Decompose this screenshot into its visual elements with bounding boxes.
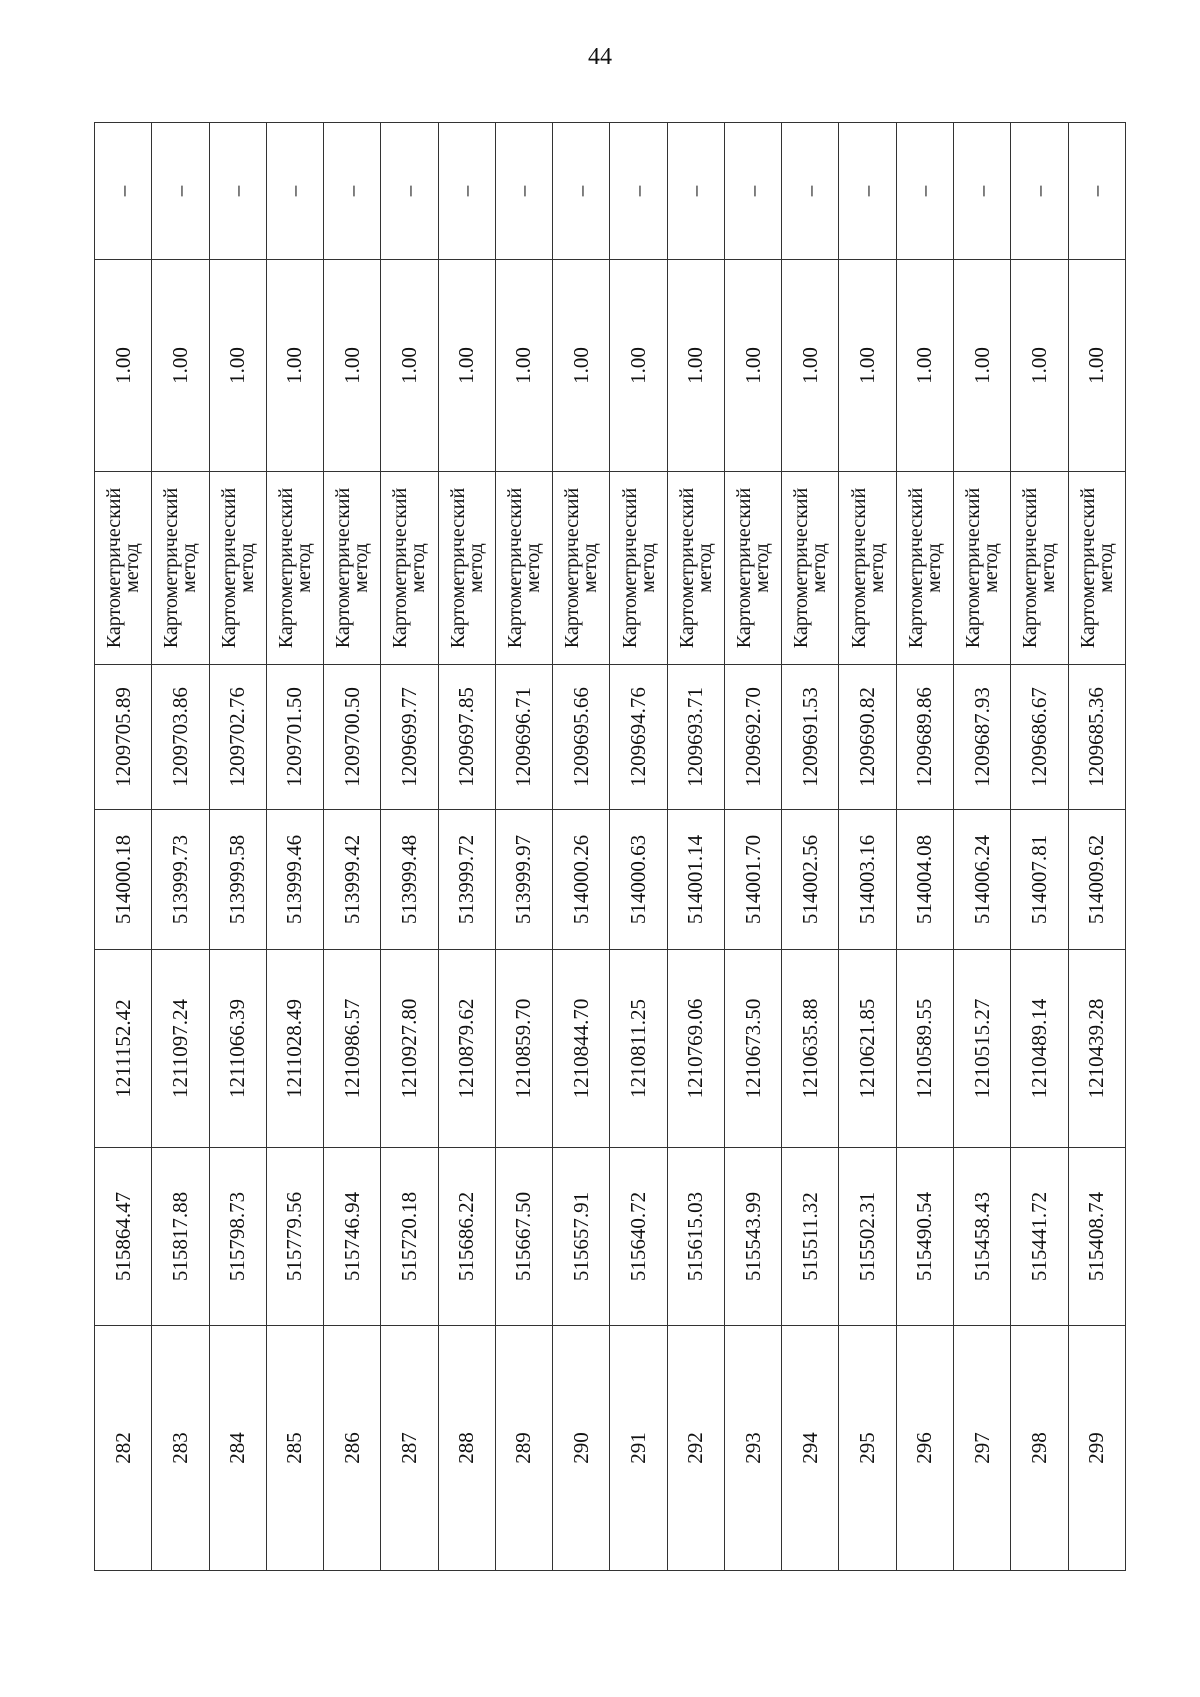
point-number-cell: 282 bbox=[95, 1326, 152, 1571]
description-cell: – bbox=[782, 123, 839, 260]
y-coordinate-existing-cell: 1210879.62 bbox=[438, 950, 495, 1148]
x-coordinate-existing-cell: 515458.43 bbox=[953, 1148, 1010, 1326]
point-number-cell: 295 bbox=[839, 1326, 896, 1571]
table-row bbox=[152, 123, 209, 1571]
description-cell: – bbox=[266, 123, 323, 260]
x-coordinate-cell: 513999.73 bbox=[152, 810, 209, 950]
point-number-cell: 288 bbox=[438, 1326, 495, 1571]
method-cell: Картометрический метод bbox=[95, 472, 152, 665]
x-coordinate-cell: 514002.56 bbox=[782, 810, 839, 950]
description-cell: – bbox=[95, 123, 152, 260]
point-number-cell: 298 bbox=[1011, 1326, 1068, 1571]
y-coordinate-cell: 1209687.93 bbox=[953, 665, 1010, 810]
method-cell: Картометрический метод bbox=[782, 472, 839, 665]
y-coordinate-cell: 1209702.76 bbox=[209, 665, 266, 810]
accuracy-cell: 1.00 bbox=[839, 260, 896, 472]
point-number-cell: 290 bbox=[553, 1326, 610, 1571]
x-coordinate-existing-cell: 515543.99 bbox=[724, 1148, 781, 1326]
accuracy-cell: 1.00 bbox=[1011, 260, 1068, 472]
page-number: 44 bbox=[588, 44, 612, 70]
accuracy-cell: 1.00 bbox=[896, 260, 953, 472]
method-cell: Картометрический метод bbox=[266, 472, 323, 665]
table-row bbox=[95, 123, 152, 1571]
x-coordinate-cell: 514009.62 bbox=[1068, 810, 1125, 950]
description-cell: – bbox=[553, 123, 610, 260]
y-coordinate-cell: 1209697.85 bbox=[438, 665, 495, 810]
point-number-cell: 289 bbox=[495, 1326, 552, 1571]
description-cell: – bbox=[438, 123, 495, 260]
y-coordinate-cell: 1209700.50 bbox=[324, 665, 381, 810]
x-coordinate-cell: 514007.81 bbox=[1011, 810, 1068, 950]
description-cell: – bbox=[324, 123, 381, 260]
method-cell: Картометрический метод bbox=[610, 472, 667, 665]
x-coordinate-cell: 514001.14 bbox=[667, 810, 724, 950]
method-cell: Картометрический метод bbox=[839, 472, 896, 665]
y-coordinate-existing-cell: 1210621.85 bbox=[839, 950, 896, 1148]
accuracy-cell: 1.00 bbox=[724, 260, 781, 472]
y-coordinate-existing-cell: 1211066.39 bbox=[209, 950, 266, 1148]
accuracy-cell: 1.00 bbox=[324, 260, 381, 472]
x-coordinate-cell: 513999.72 bbox=[438, 810, 495, 950]
table-row bbox=[667, 123, 724, 1571]
x-coordinate-existing-cell: 515746.94 bbox=[324, 1148, 381, 1326]
table-row bbox=[782, 123, 839, 1571]
description-cell: – bbox=[1011, 123, 1068, 260]
method-cell: Картометрический метод bbox=[381, 472, 438, 665]
table-row bbox=[896, 123, 953, 1571]
x-coordinate-cell: 514001.70 bbox=[724, 810, 781, 950]
method-cell: Картометрический метод bbox=[324, 472, 381, 665]
y-coordinate-existing-cell: 1210635.88 bbox=[782, 950, 839, 1148]
x-coordinate-existing-cell: 515817.88 bbox=[152, 1148, 209, 1326]
y-coordinate-existing-cell: 1210986.57 bbox=[324, 950, 381, 1148]
method-cell: Картометрический метод bbox=[953, 472, 1010, 665]
y-coordinate-cell: 1209701.50 bbox=[266, 665, 323, 810]
accuracy-cell: 1.00 bbox=[209, 260, 266, 472]
y-coordinate-cell: 1209685.36 bbox=[1068, 665, 1125, 810]
table-row bbox=[553, 123, 610, 1571]
x-coordinate-cell: 514000.63 bbox=[610, 810, 667, 950]
x-coordinate-existing-cell: 515640.72 bbox=[610, 1148, 667, 1326]
y-coordinate-existing-cell: 1210515.27 bbox=[953, 950, 1010, 1148]
method-cell: Картометрический метод bbox=[1011, 472, 1068, 665]
accuracy-cell: 1.00 bbox=[553, 260, 610, 472]
description-cell: – bbox=[1068, 123, 1125, 260]
x-coordinate-existing-cell: 515502.31 bbox=[839, 1148, 896, 1326]
x-coordinate-existing-cell: 515490.54 bbox=[896, 1148, 953, 1326]
point-number-cell: 286 bbox=[324, 1326, 381, 1571]
y-coordinate-cell: 1209690.82 bbox=[839, 665, 896, 810]
y-coordinate-existing-cell: 1210859.70 bbox=[495, 950, 552, 1148]
table-row bbox=[209, 123, 266, 1571]
x-coordinate-cell: 514000.18 bbox=[95, 810, 152, 950]
point-number-cell: 292 bbox=[667, 1326, 724, 1571]
x-coordinate-existing-cell: 515667.50 bbox=[495, 1148, 552, 1326]
method-cell: Картометрический метод bbox=[209, 472, 266, 665]
x-coordinate-cell: 514003.16 bbox=[839, 810, 896, 950]
point-number-cell: 287 bbox=[381, 1326, 438, 1571]
point-number-cell: 293 bbox=[724, 1326, 781, 1571]
method-cell: Картометрический метод bbox=[553, 472, 610, 665]
accuracy-cell: 1.00 bbox=[152, 260, 209, 472]
x-coordinate-existing-cell: 515511.32 bbox=[782, 1148, 839, 1326]
accuracy-cell: 1.00 bbox=[495, 260, 552, 472]
table-row bbox=[381, 123, 438, 1571]
coordinates-table bbox=[94, 122, 1126, 1571]
y-coordinate-cell: 1209696.71 bbox=[495, 665, 552, 810]
table-row bbox=[324, 123, 381, 1571]
method-cell: Картометрический метод bbox=[1068, 472, 1125, 665]
point-number-cell: 299 bbox=[1068, 1326, 1125, 1571]
method-cell: Картометрический метод bbox=[438, 472, 495, 665]
y-coordinate-cell: 1209692.70 bbox=[724, 665, 781, 810]
y-coordinate-existing-cell: 1210489.14 bbox=[1011, 950, 1068, 1148]
y-coordinate-cell: 1209695.66 bbox=[553, 665, 610, 810]
x-coordinate-existing-cell: 515408.74 bbox=[1068, 1148, 1125, 1326]
y-coordinate-cell: 1209705.89 bbox=[95, 665, 152, 810]
y-coordinate-existing-cell: 1210439.28 bbox=[1068, 950, 1125, 1148]
method-cell: Картометрический метод bbox=[667, 472, 724, 665]
y-coordinate-existing-cell: 1210844.70 bbox=[553, 950, 610, 1148]
x-coordinate-existing-cell: 515615.03 bbox=[667, 1148, 724, 1326]
point-number-cell: 294 bbox=[782, 1326, 839, 1571]
description-cell: – bbox=[495, 123, 552, 260]
accuracy-cell: 1.00 bbox=[953, 260, 1010, 472]
y-coordinate-cell: 1209689.86 bbox=[896, 665, 953, 810]
description-cell: – bbox=[724, 123, 781, 260]
method-cell: Картометрический метод bbox=[495, 472, 552, 665]
x-coordinate-existing-cell: 515779.56 bbox=[266, 1148, 323, 1326]
y-coordinate-existing-cell: 1210811.25 bbox=[610, 950, 667, 1148]
point-number-cell: 283 bbox=[152, 1326, 209, 1571]
accuracy-cell: 1.00 bbox=[610, 260, 667, 472]
table-row bbox=[953, 123, 1010, 1571]
x-coordinate-cell: 514000.26 bbox=[553, 810, 610, 950]
table-row bbox=[1011, 123, 1068, 1571]
y-coordinate-cell: 1209703.86 bbox=[152, 665, 209, 810]
point-number-cell: 296 bbox=[896, 1326, 953, 1571]
y-coordinate-cell: 1209693.71 bbox=[667, 665, 724, 810]
y-coordinate-cell: 1209691.53 bbox=[782, 665, 839, 810]
y-coordinate-existing-cell: 1211152.42 bbox=[95, 950, 152, 1148]
point-number-cell: 291 bbox=[610, 1326, 667, 1571]
table-row bbox=[610, 123, 667, 1571]
x-coordinate-cell: 514006.24 bbox=[953, 810, 1010, 950]
y-coordinate-existing-cell: 1210589.55 bbox=[896, 950, 953, 1148]
description-cell: – bbox=[209, 123, 266, 260]
x-coordinate-cell: 513999.46 bbox=[266, 810, 323, 950]
x-coordinate-existing-cell: 515441.72 bbox=[1011, 1148, 1068, 1326]
accuracy-cell: 1.00 bbox=[667, 260, 724, 472]
point-number-cell: 284 bbox=[209, 1326, 266, 1571]
x-coordinate-cell: 513999.42 bbox=[324, 810, 381, 950]
y-coordinate-existing-cell: 1210769.06 bbox=[667, 950, 724, 1148]
method-cell: Картометрический метод bbox=[724, 472, 781, 665]
accuracy-cell: 1.00 bbox=[381, 260, 438, 472]
description-cell: – bbox=[381, 123, 438, 260]
point-number-cell: 297 bbox=[953, 1326, 1010, 1571]
table-row bbox=[724, 123, 781, 1571]
x-coordinate-existing-cell: 515798.73 bbox=[209, 1148, 266, 1326]
y-coordinate-cell: 1209694.76 bbox=[610, 665, 667, 810]
accuracy-cell: 1.00 bbox=[782, 260, 839, 472]
table-row bbox=[495, 123, 552, 1571]
accuracy-cell: 1.00 bbox=[95, 260, 152, 472]
table-row bbox=[438, 123, 495, 1571]
point-number-cell: 285 bbox=[266, 1326, 323, 1571]
y-coordinate-existing-cell: 1211028.49 bbox=[266, 950, 323, 1148]
description-cell: – bbox=[667, 123, 724, 260]
x-coordinate-cell: 513999.48 bbox=[381, 810, 438, 950]
y-coordinate-existing-cell: 1211097.24 bbox=[152, 950, 209, 1148]
table-body bbox=[95, 123, 1126, 1571]
x-coordinate-cell: 513999.97 bbox=[495, 810, 552, 950]
x-coordinate-cell: 513999.58 bbox=[209, 810, 266, 950]
description-cell: – bbox=[610, 123, 667, 260]
rotated-table-wrapper bbox=[94, 123, 1126, 1571]
description-cell: – bbox=[953, 123, 1010, 260]
table-row bbox=[839, 123, 896, 1571]
method-cell: Картометрический метод bbox=[896, 472, 953, 665]
table-row bbox=[266, 123, 323, 1571]
table-row bbox=[1068, 123, 1125, 1571]
description-cell: – bbox=[839, 123, 896, 260]
x-coordinate-existing-cell: 515657.91 bbox=[553, 1148, 610, 1326]
x-coordinate-existing-cell: 515864.47 bbox=[95, 1148, 152, 1326]
y-coordinate-cell: 1209699.77 bbox=[381, 665, 438, 810]
description-cell: – bbox=[896, 123, 953, 260]
x-coordinate-existing-cell: 515686.22 bbox=[438, 1148, 495, 1326]
y-coordinate-existing-cell: 1210927.80 bbox=[381, 950, 438, 1148]
y-coordinate-existing-cell: 1210673.50 bbox=[724, 950, 781, 1148]
accuracy-cell: 1.00 bbox=[438, 260, 495, 472]
accuracy-cell: 1.00 bbox=[1068, 260, 1125, 472]
x-coordinate-existing-cell: 515720.18 bbox=[381, 1148, 438, 1326]
x-coordinate-cell: 514004.08 bbox=[896, 810, 953, 950]
method-cell: Картометрический метод bbox=[152, 472, 209, 665]
accuracy-cell: 1.00 bbox=[266, 260, 323, 472]
y-coordinate-cell: 1209686.67 bbox=[1011, 665, 1068, 810]
description-cell: – bbox=[152, 123, 209, 260]
